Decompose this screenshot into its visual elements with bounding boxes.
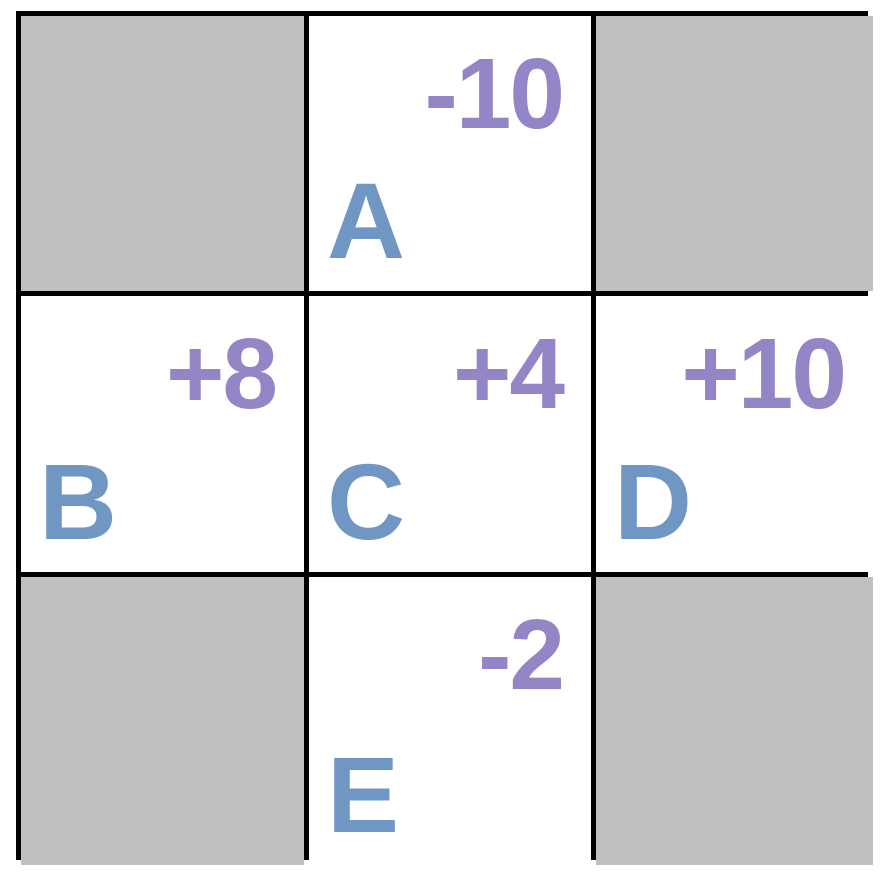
game-grid [16,11,868,860]
cell-c[interactable] [309,296,591,572]
cell-a-value: -10 [424,38,563,150]
cell-c-letter: C [327,441,405,562]
cell-d[interactable] [596,296,873,572]
cell-d-letter: D [614,441,692,562]
cell-b-letter: B [39,441,117,562]
blocked-cell [21,16,304,291]
cell-e-value: -2 [478,599,563,711]
blocked-cell [596,16,873,291]
cell-d-value: +10 [681,318,845,430]
cell-a[interactable] [309,16,591,291]
blocked-cell [21,577,304,865]
blocked-cell [596,577,873,865]
cell-e[interactable] [309,577,591,865]
cell-c-value: +4 [452,318,563,430]
cell-b[interactable] [21,296,304,572]
cell-b-value: +8 [165,318,276,430]
cell-e-letter: E [327,734,400,855]
cell-a-letter: A [327,160,405,281]
